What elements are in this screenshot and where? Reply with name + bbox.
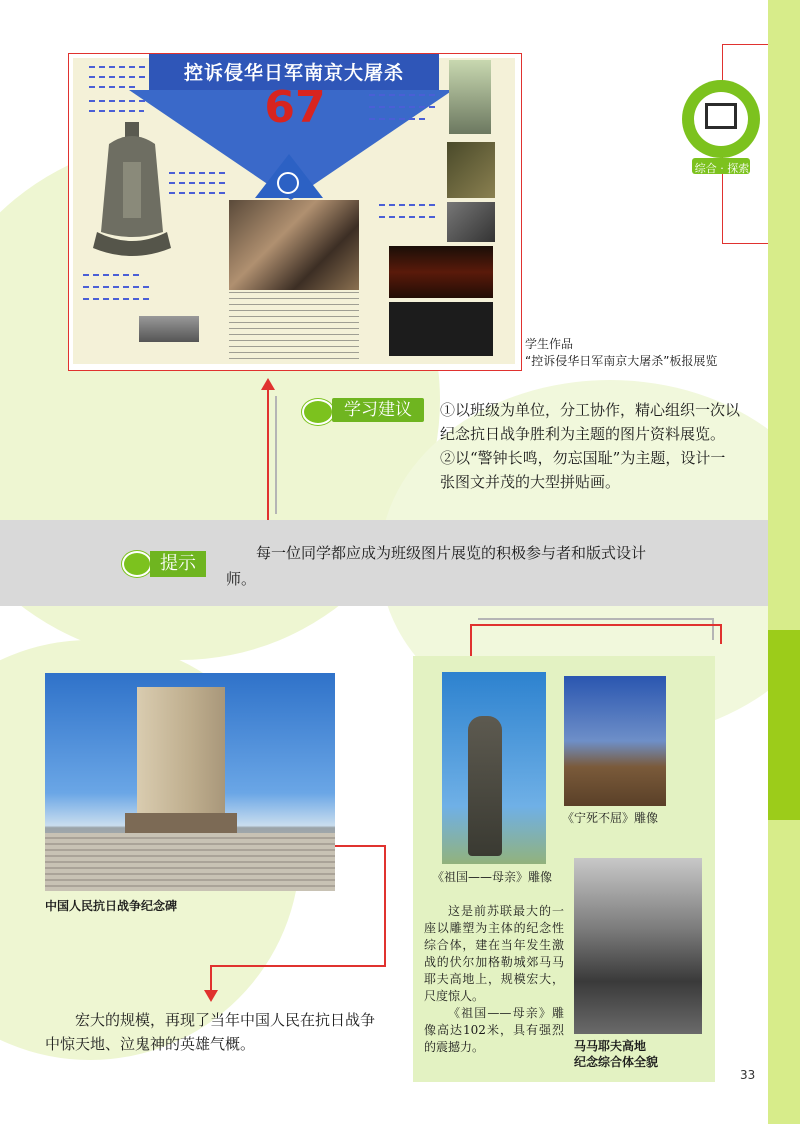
square-icon: [705, 103, 737, 129]
description-paragraph: 这是前苏联最大的一座以雕塑为主体的纪念性综合体，建在当年发生激战的伏尔加格勒城郊马马耶夫高地上，规模宏大，尺度惊人。: [424, 904, 564, 1003]
poster-text-lines: [169, 172, 229, 174]
connector-line: [478, 618, 714, 620]
poster-text-lines: [83, 274, 143, 276]
poster-text-lines: [369, 118, 429, 120]
suggestion-item: ①以班级为单位，分工协作，精心组织一次以纪念抗日战争胜利为主题的图片资料展览。: [440, 401, 741, 443]
connector-line: [275, 396, 277, 514]
mother-statue-figure: [468, 716, 502, 856]
poster-text-lines: [169, 182, 227, 184]
poster-text-lines: [89, 76, 149, 78]
monument-base: [125, 813, 237, 833]
connector-line: [210, 965, 212, 993]
badge-label: 综合 · 探索: [694, 162, 750, 175]
book-icon: [302, 399, 334, 425]
hill-caption-line: 马马耶夫高地: [574, 1039, 647, 1053]
monument-caption: 中国人民抗日战争纪念碑: [45, 899, 178, 913]
scene-photo: [447, 202, 495, 242]
bell-icon: [89, 122, 175, 262]
night-photo: [389, 246, 493, 298]
tip-label: 提示: [150, 551, 206, 577]
monument-block: [137, 687, 225, 827]
poster-text-lines: [169, 192, 229, 194]
mural-photo: [229, 200, 359, 290]
field-photo: [447, 142, 495, 198]
connector-line: [720, 624, 722, 644]
poster-text-lines: [369, 106, 435, 108]
side-strip-highlight: [768, 630, 800, 820]
monument-photo: [45, 673, 335, 891]
bulb-icon: [122, 551, 152, 577]
connector-line: [384, 845, 386, 967]
hill-photo: [574, 858, 702, 1034]
poster-text-lines: [83, 286, 153, 288]
connector-line: [470, 624, 722, 626]
die-statue-photo: [564, 676, 666, 806]
poster-text-lines: [379, 216, 435, 218]
plaque-photo: [139, 316, 199, 342]
poster-text-lines: [89, 86, 139, 88]
arrow-up-icon: [261, 378, 275, 390]
page-number: 33: [740, 1068, 756, 1082]
hill-caption-line: 纪念综合体全貌: [574, 1055, 659, 1069]
monument-text: 宏大的规模，再现了当年中国人民在抗日战争中惊天地、泣鬼神的英雄气概。: [45, 1011, 376, 1053]
poster-number: 67: [264, 82, 326, 133]
monument-steps: [45, 833, 335, 891]
study-suggestions: [440, 398, 740, 494]
connector-line: [267, 384, 269, 526]
mother-statue-caption: 《祖国——母亲》雕像: [432, 870, 553, 884]
poster-text-lines: [83, 298, 149, 300]
poster-text-lines: [89, 100, 149, 102]
arrow-down-icon: [204, 990, 218, 1002]
tip-text: 每一位同学都应成为班级图片展览的积极参与者和版式设计师。: [226, 544, 647, 588]
hill-caption: [574, 1038, 714, 1070]
poster-caption: [525, 336, 765, 370]
side-strip: [768, 0, 800, 1124]
die-statue-caption: 《宁死不屈》雕像: [562, 811, 659, 825]
poster-caption-text: [229, 292, 359, 362]
poster-caption-line: 学生作品: [525, 337, 574, 351]
un-emblem-icon: [277, 172, 299, 194]
poster-photo: [68, 53, 522, 371]
poster-text-lines: [89, 110, 144, 112]
connector-line: [712, 618, 714, 640]
study-label: 学习建议: [332, 398, 424, 422]
poster-text-lines: [89, 66, 149, 68]
poster-caption-line: “控诉侵华日军南京大屠杀”板报展览: [525, 354, 718, 368]
description-paragraph: 《祖国——母亲》雕像高达102米，具有强烈的震撼力。: [424, 1006, 564, 1054]
statue-description: [424, 903, 564, 1056]
poster-text-lines: [369, 94, 439, 96]
connector-line: [210, 965, 386, 967]
poster-text-lines: [379, 204, 435, 206]
suggestion-item: ②以“警钟长鸣，勿忘国耻”为主题，设计一张图文并茂的大型拼贴画。: [440, 449, 726, 491]
statue-photo: [449, 60, 491, 134]
dark-photo: [389, 302, 493, 356]
poster-banner-text: 控诉侵华日军南京大屠杀: [183, 62, 404, 84]
